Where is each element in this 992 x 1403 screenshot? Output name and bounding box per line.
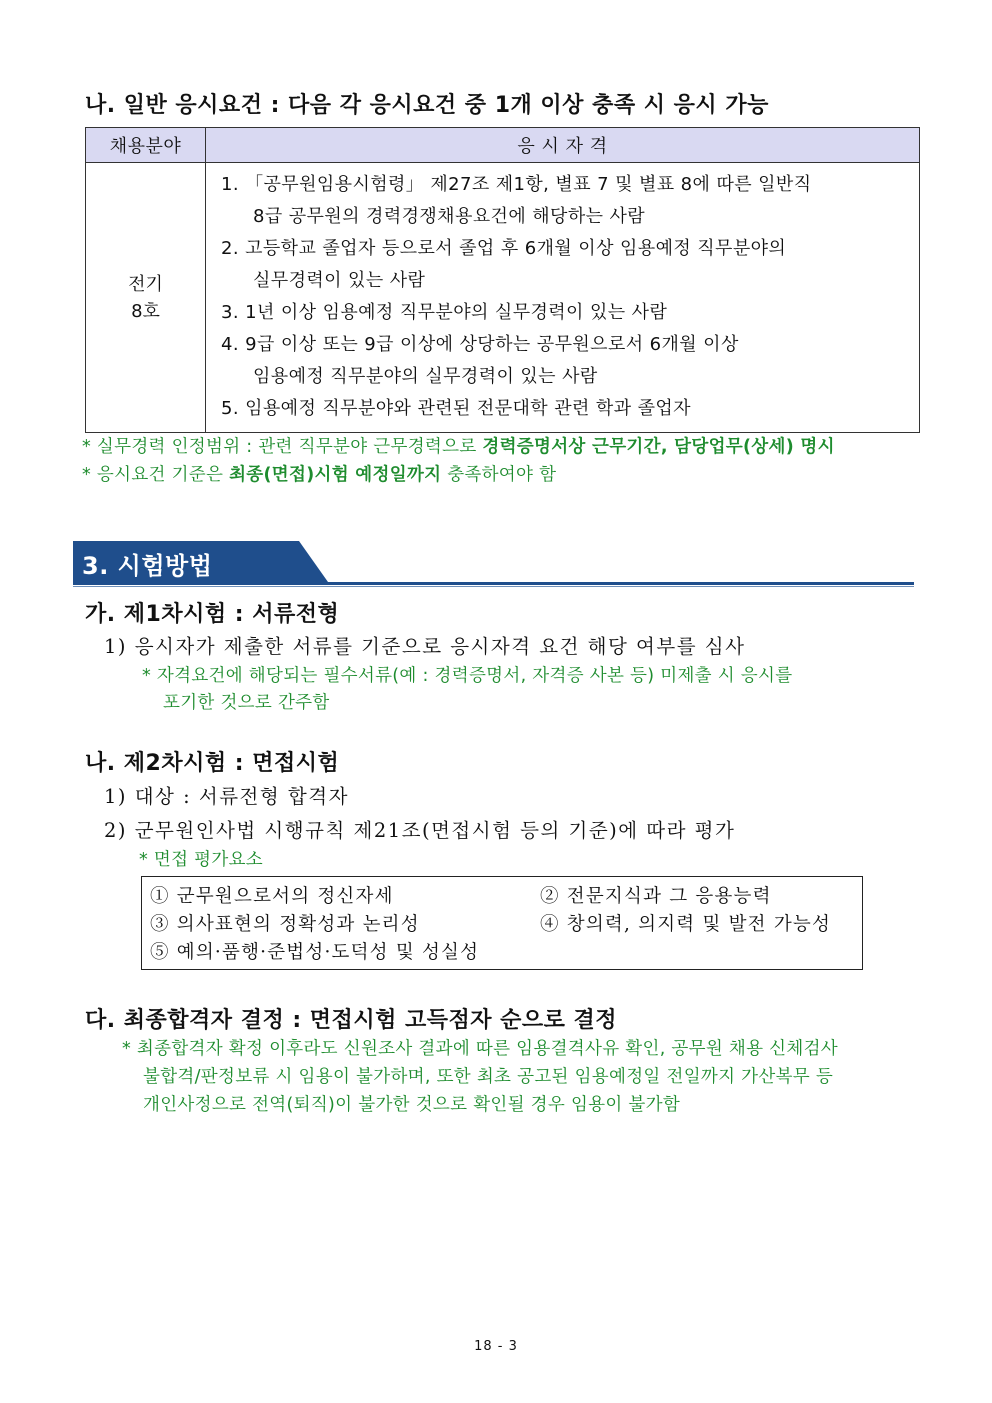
column-header-qualification: 응 시 자 격 [206,128,920,163]
section-divider-thin [73,586,914,587]
item-number: 3. [221,302,239,323]
deadline-note-emphasis: 최종(면접)시험 예정일까지 [229,465,442,485]
deadline-note-text: * 응시요건 기준은 [82,465,230,485]
item-text: 고등학교 졸업자 등으로서 졸업 후 6개월 이상 임용예정 직무분야의 [245,238,787,259]
item-text-continued: 임용예정 직무분야의 실무경력이 있는 사람 [253,366,598,387]
second-exam-item-2: 2) 군무원인사법 시행규칙 제21조(면접시험 등의 기준)에 따라 평가 [104,819,736,842]
section-divider [73,582,914,585]
field-cell [86,163,206,433]
final-note-continued: 불합격/판정보류 시 임용이 불가하며, 또한 최초 공고된 임용예정일 전일까지 가산복무 등 [143,1067,834,1087]
evaluation-element: ③ 의사표현의 정확성과 논리성 [150,914,420,935]
item-text: 「공무원임용시험령」 제27조 제1항, 별표 7 및 별표 8에 따른 일반직 [245,174,812,195]
experience-note-text: * 실무경력 인정범위 : 관련 직무분야 근무경력으로 [82,437,483,457]
deadline-note-suffix: 충족하여야 함 [441,465,557,485]
qualification-list [207,164,918,431]
first-exam-heading: 가. 제1차시험 : 서류전형 [85,602,340,627]
evaluation-elements-box [141,876,863,970]
column-header-field: 채용분야 [86,128,206,163]
final-decision-heading: 다. 최종합격자 결정 : 면접시험 고득점자 순으로 결정 [85,1008,618,1033]
item-text: 1년 이상 임용예정 직무분야의 실무경력이 있는 사람 [245,302,668,323]
experience-note [82,433,835,458]
field-line2: 8호 [131,300,160,322]
evaluation-element: ① 군무원으로서의 정신자세 [150,886,394,907]
item-text-continued: 실무경력이 있는 사람 [253,270,426,291]
second-exam-heading: 나. 제2차시험 : 면접시험 [85,751,340,776]
item-text: 임용예정 직무분야와 관련된 전문대학 관련 학과 졸업자 [245,398,691,419]
evaluation-element: ⑤ 예의·품행·준법성·도덕성 및 성실성 [150,942,480,963]
section-title: 3. 시험방법 [82,552,213,580]
page-number: 18 - 3 [474,1339,518,1354]
general-requirements-heading: 나. 일반 응시요건 : 다음 각 응시요건 중 1개 이상 충족 시 응시 가능 [85,93,769,118]
final-note: * 최종합격자 확정 이후라도 신원조사 결과에 따른 임용결격사유 확인, 공무원 채용 신체검사 [122,1039,838,1059]
item-number: 2. [221,238,239,259]
first-exam-item: 1) 응시자가 제출한 서류를 기준으로 응시자격 요건 해당 여부를 심사 [104,635,746,658]
item-number: 4. [221,334,239,355]
evaluation-element: ② 전문지식과 그 응용능력 [540,886,772,907]
first-exam-note-continued: 포기한 것으로 간주함 [163,693,330,713]
item-text-continued: 8급 공무원의 경력경쟁채용요건에 해당하는 사람 [253,206,646,227]
experience-note-emphasis: 경력증명서상 근무기간, 담당업무(상세) 명시 [482,437,835,457]
qualification-item [221,297,910,329]
item-text: 9급 이상 또는 9급 이상에 상당하는 공무원으로서 6개월 이상 [245,334,739,355]
first-exam-note: * 자격요건에 해당되는 필수서류(예 : 경력증명서, 자격증 사본 등) 미제출 시 응시를 [142,666,793,686]
qualification-table [85,127,920,433]
field-line1: 전기 [128,273,163,295]
final-note-continued: 개인사정으로 전역(퇴직)이 불가한 것으로 확인될 경우 임용이 불가함 [143,1095,681,1115]
qualification-item [221,169,910,233]
qualification-item [221,393,910,425]
evaluation-note: * 면접 평가요소 [139,850,264,870]
item-number: 1. [221,174,239,195]
qualification-item [221,329,910,393]
item-number: 5. [221,398,239,419]
evaluation-element: ④ 창의력, 의지력 및 발전 가능성 [540,914,832,935]
second-exam-item-1: 1) 대상 : 서류전형 합격자 [104,785,349,808]
qualification-cell [206,163,920,433]
deadline-note [82,461,556,486]
qualification-item [221,233,910,297]
